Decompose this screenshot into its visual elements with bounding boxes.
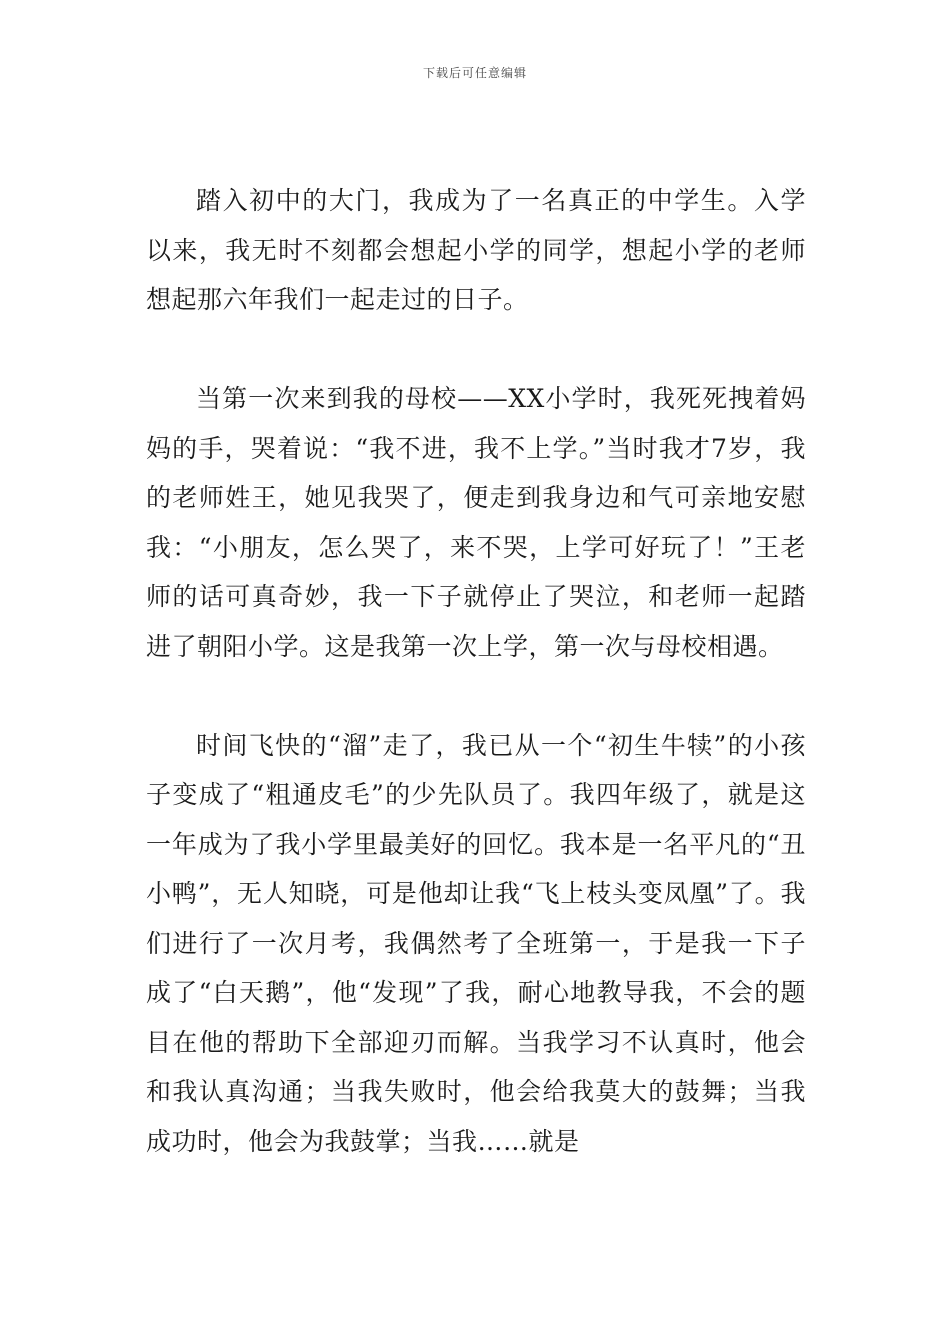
paragraph-3: 时间飞快的“溜”走了，我已从一个“初生牛犊”的小孩子变成了“粗通皮毛”的少先队员了。我四年级了，就是这一年成为了我小学里最美好的回忆。我本是一名平凡的“丑小鸭”，无人知晓，可是他却让我“飞上枝头变凤凰”了。我们进行了一次月考，我偶然考了全班第一，于是我一下子成了“白天鹅”，他“发现”了我，耐心地教导我，不会的题目在他的帮助下全部迎刃而解。当我学习不认真时，他会和我认真沟通；当我失败时，他会给我莫大的鼓舞；当我成功时，他会为我鼓掌；当我……就是 xyxy=(146,730,806,1156)
paragraph-2: 当第一次来到我的母校——XX小学时，我死死拽着妈妈的手，哭着说：“我不进，我不上学。”当时我才7岁，我的老师姓王，她见我哭了，便走到我身边和气可亲地安慰我：“小朋友，怎么哭了，来不哭，上学可好玩了！”王老师的话可真奇妙，我一下子就停止了哭泣，和老师一起踏进了朝阳小学。这是我第一次上学，第一次与母校相遇。 xyxy=(146,384,806,661)
paragraph-gap xyxy=(146,325,806,375)
paragraph-gap xyxy=(146,671,806,721)
paragraph-1: 踏入初中的大门，我成为了一名真正的中学生。入学以来，我无时不刻都会想起小学的同学，想起小学的老师想起那六年我们一起走过的日子。 xyxy=(146,186,806,314)
document-body xyxy=(146,176,806,1166)
page-header: 下载后可任意编辑 xyxy=(422,66,527,80)
